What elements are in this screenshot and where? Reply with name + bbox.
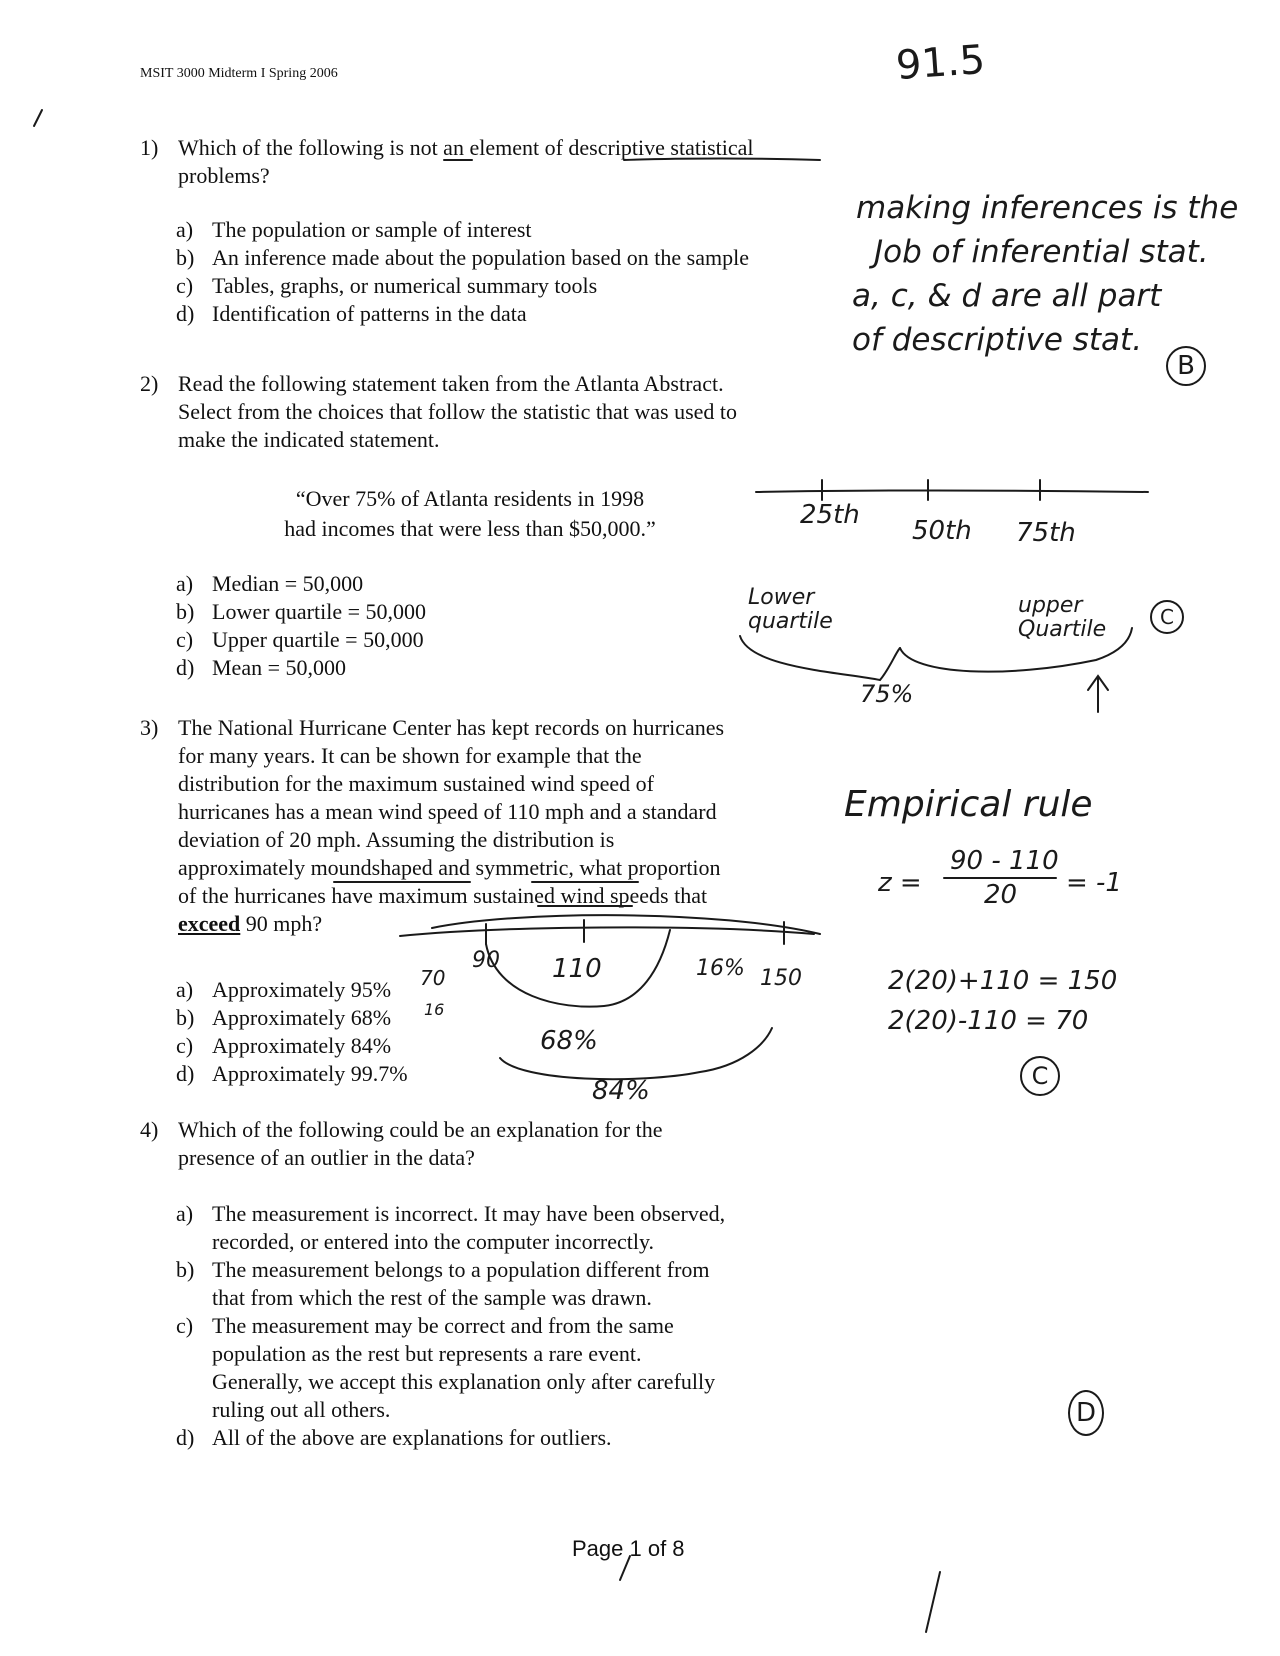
exam-header: MSIT 3000 Midterm I Spring 2006	[140, 66, 338, 81]
option-2d: d) Mean = 50,000	[176, 655, 346, 680]
option-4d: d) All of the above are explanations for outliers.	[176, 1425, 612, 1450]
option-2a: a) Median = 50,000	[176, 571, 364, 596]
option-3a: a) Approximately 95%	[176, 977, 392, 1002]
annotation-line: Job of inferential stat.	[874, 234, 1209, 270]
q4-answer-mark: D	[1068, 1390, 1104, 1436]
question-number: 3)	[140, 715, 159, 740]
calc-line-1: 2(20)+110 = 150	[888, 966, 1118, 996]
question-number: 4)	[140, 1117, 159, 1142]
empirical-rule-note: Empirical rule	[844, 784, 1093, 825]
lower-quartile-note: Lower quartile	[748, 585, 833, 634]
option-2c: c) Upper quartile = 50,000	[176, 627, 424, 652]
q3-answer-mark: C	[1020, 1056, 1060, 1096]
side-mark-16: 16	[424, 1000, 445, 1019]
question-line: of the hurricanes have maximum sustained wind speeds that	[178, 883, 708, 908]
stray-mark-2	[926, 1572, 940, 1632]
underline-descriptive	[624, 159, 820, 161]
question-line: distribution for the maximum sustained wind speed of	[178, 771, 654, 796]
axis-mark-90: 90	[472, 948, 500, 973]
q1-answer-mark: B	[1166, 346, 1206, 386]
question-line: for many years. It can be shown for example that the	[178, 743, 642, 768]
question-line: exceed 90 mph?	[178, 911, 323, 936]
option-3b: b) Approximately 68%	[176, 1005, 392, 1030]
question-line: Select from the choices that follow the statistic that was used to	[178, 399, 738, 424]
question-line: The National Hurricane Center has kept records on hurricanes	[178, 715, 725, 740]
question-line: deviation of 20 mph. Assuming the distribution is	[178, 827, 615, 852]
question-number: 1)	[140, 135, 159, 160]
calc-line-2: 2(20)-110 = 70	[888, 1006, 1089, 1036]
tick-label-75th: 75th	[1016, 518, 1076, 548]
annotation-line: making inferences is the	[856, 190, 1239, 226]
stray-mark-1	[34, 110, 42, 126]
axis-mark-70: 70	[420, 966, 446, 990]
q2-lower-brace	[740, 636, 900, 680]
question-line: Which of the following is not an element of descriptive statistical	[178, 135, 754, 160]
question-line: presence of an outlier in the data?	[178, 1145, 475, 1170]
z-score-denominator: 20	[984, 880, 1018, 910]
q3-axis-line	[400, 927, 814, 936]
axis-mark-110: 110	[552, 954, 602, 984]
option-1c: c) Tables, graphs, or numerical summary tools	[176, 273, 598, 298]
q3-bottom-brace	[500, 1028, 772, 1079]
option-4b: b) The measurement belongs to a population different from that from which the rest of the sample was drawn.	[176, 1257, 710, 1310]
page-footer: Page 1 of 8	[572, 1536, 685, 1561]
option-1a: a) The population or sample of interest	[176, 217, 532, 242]
quote-line: had incomes that were less than $50,000.”	[284, 516, 656, 541]
tick-label-25th: 25th	[800, 500, 860, 530]
question-line: make the indicated statement.	[178, 427, 440, 452]
question-line: hurricanes has a mean wind speed of 110 mph and a standard	[178, 799, 717, 824]
q2-number-line	[756, 491, 1148, 493]
pct-68-note: 68%	[540, 1026, 598, 1056]
quote-line: “Over 75% of Atlanta residents in 1998	[295, 486, 645, 511]
q2-answer-mark: C	[1150, 600, 1184, 634]
axis-mark-16pct: 16%	[696, 956, 745, 981]
question-line: problems?	[178, 163, 270, 188]
stray-mark-3	[620, 1556, 630, 1580]
option-3d: d) Approximately 99.7%	[176, 1061, 408, 1086]
question-line: approximately moundshaped and symmetric, what proportion	[178, 855, 721, 880]
option-2b: b) Lower quartile = 50,000	[176, 599, 427, 624]
upper-quartile-note: upper Quartile	[1018, 593, 1107, 642]
q3-bell-arc	[486, 930, 670, 1007]
option-1d: d) Identification of patterns in the data	[176, 301, 527, 326]
option-3c: c) Approximately 84%	[176, 1033, 392, 1058]
q2-pct-note: 75%	[860, 680, 914, 708]
q2-arrow	[1088, 676, 1108, 712]
option-4a: a) The measurement is incorrect. It may have been observed, recorded, or entered into the computer incorrectly.	[176, 1201, 726, 1254]
handwritten-score: 91.5	[894, 36, 987, 90]
option-1b: b) An inference made about the population based on the sample	[176, 245, 749, 270]
annotation-line: a, c, & d are all part	[852, 278, 1162, 314]
option-4c: c) The measurement may be correct and from the same population as the rest but represents a rare event. Generally, we accept this explanation only after carefully ruling out all others.	[176, 1313, 716, 1422]
pct-84-note: 84%	[592, 1076, 650, 1106]
z-score-result: = -1	[1066, 868, 1122, 898]
tick-label-50th: 50th	[912, 516, 972, 546]
question-number: 2)	[140, 371, 159, 396]
annotation-line: of descriptive stat.	[852, 322, 1143, 358]
q2-upper-brace	[900, 628, 1132, 672]
question-line: Which of the following could be an explanation for the	[178, 1117, 663, 1142]
z-score-numerator: 90 - 110	[950, 846, 1059, 876]
axis-mark-150: 150	[760, 966, 802, 991]
question-line: Read the following statement taken from the Atlanta Abstract.	[178, 371, 724, 396]
z-score-lhs: z =	[878, 868, 922, 898]
